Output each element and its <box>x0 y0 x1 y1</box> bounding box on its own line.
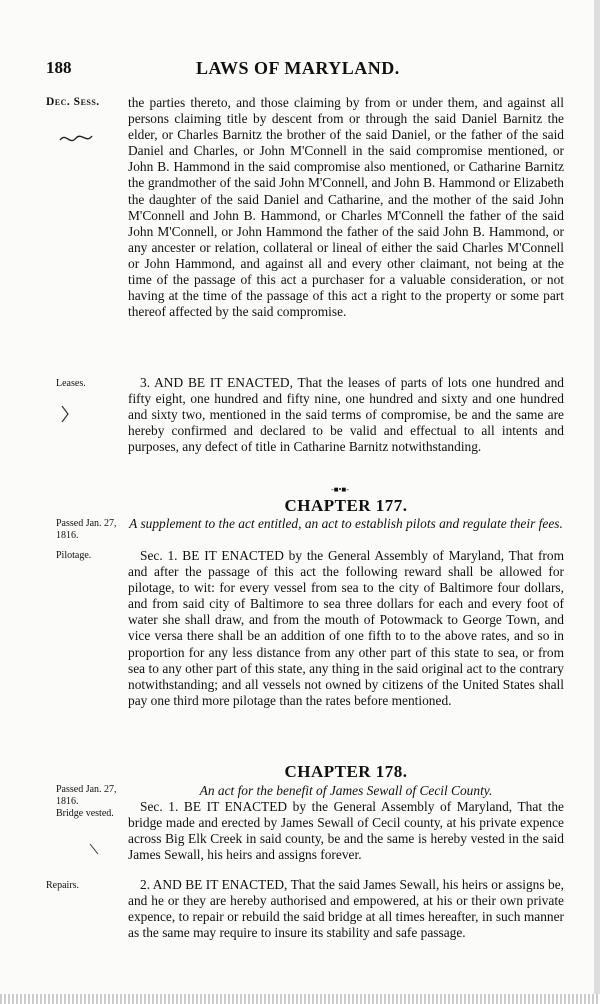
side-note-passed-2: Passed Jan. 27, 1816. <box>56 784 117 807</box>
margin-tick-icon <box>88 842 100 856</box>
section-3-text <box>128 375 564 455</box>
chapter-178-paragraph-1: Sec. 1. BE IT ENACTED by the General Assembly of Maryland, That the bridge made and erected by James Sewall of Cecil county, at his private expence across Big Elk Creek in said county, be and the same is hereby vested in the said James Sewall, his heirs and assigns forever. <box>128 799 564 863</box>
ornament-divider: -■•■- <box>331 485 349 494</box>
margin-mark-icon <box>58 404 74 424</box>
side-note-pilotage: Pilotage. <box>56 550 92 561</box>
running-title: LAWS OF MARYLAND. <box>196 58 400 78</box>
side-note-leases: Leases. <box>56 378 86 389</box>
section-3-paragraph: 3. AND BE IT ENACTED, That the leases of parts of lots one hundred and fifty eight, one hundred and fifty nine, one hundred and sixty and one hundred and sixty two, mentioned in the said terms of compromise, be and the same are hereby confirmed and declared to be valid and effectual to all intents and purposes, any defect of title in Catharine Barnitz notwithstanding. <box>128 375 564 455</box>
chapter-178-paragraph-2: 2. AND BE IT ENACTED, That the said James Sewall, his heirs or assigns be, and he or they are hereby authorised and empowered, at his or their own private expence, to repair or rebuild the said bridge at all times hereafter, in such manner as the same may require to insure its stability and safe passage. <box>128 877 564 941</box>
chapter-178-heading: CHAPTER 178. <box>284 762 408 781</box>
chapter-178-section-2 <box>128 877 564 941</box>
flourish-mark-icon <box>58 128 94 148</box>
side-note-session: Dec. Sess. <box>46 96 100 108</box>
side-note-passed-1: Passed Jan. 27, 1816. <box>56 518 117 541</box>
side-note-bridge-vested: Bridge vested. <box>56 808 114 819</box>
page-number: 188 <box>46 58 72 77</box>
page-bottom-border <box>0 994 600 1004</box>
side-note-repairs: Repairs. <box>46 880 80 891</box>
chapter-177-heading: CHAPTER 177. <box>284 496 408 515</box>
page-header <box>46 58 572 82</box>
page-edge <box>594 0 600 1004</box>
chapter-178-title: An act for the benefit of James Sewall of Cecil County. <box>199 783 493 798</box>
chapter-177-title: A supplement to the act entitled, an act to establish pilots and regulate their fees. <box>129 516 563 531</box>
paragraph-continuation: the parties thereto, and those claiming by from or under them, and against all persons claiming title by descent from or through the said Daniel Barnitz the elder, or Charles Barnitz the brother of the said Daniel, or the father of the said Daniel and Charles, or John M'Connell in the said compromise mentioned, or John B. Hammond in the said compromise also mentioned, or Catharine Barnitz the grandmother of the said John M'Connell, and John B. Hammond or Elizabeth the daughter of the said Daniel and Catharine, and the mother of the said John M'Connell and John B. Hammond, or Charles M'Connell the father of the said John M'Connell, or John Hammond the father of the said John B. Hammond, or any ancester or relation, collateral or lineal of either the said Charles M'Connell or John Hammond, and against all and every other claimant, not being at the time of the passage of this act a purchaser for a valuable consideration, or not having at the time of the passage of this act a right to the property or some part thereof affected by the said compromise. <box>128 95 564 320</box>
body-text-continuation <box>128 95 564 320</box>
chapter-177-section-1 <box>128 548 564 709</box>
chapter-178-section-1 <box>128 799 564 863</box>
chapter-177-paragraph: Sec. 1. BE IT ENACTED by the General Assembly of Maryland, That from and after the passage of this act the following reward shall be allowed for pilotage, to wit: for every vessel from sea to the city of Baltimore four dollars, and from said city of Baltimore to sea three dollars for each and every foot of water she shall draw, and from the mouth of Potowmack to George Town, and vice versa there shall be an addition of one fifth to to the above rates, and so in proportion for any less distance from any other part of this state to sea, or from sea to any other part of this state, any thing in the said original act to the contrary notwithstanding; and all vessels not owned by citizens of the United States shall pay one third more pilotage than the rates before mentioned. <box>128 548 564 708</box>
